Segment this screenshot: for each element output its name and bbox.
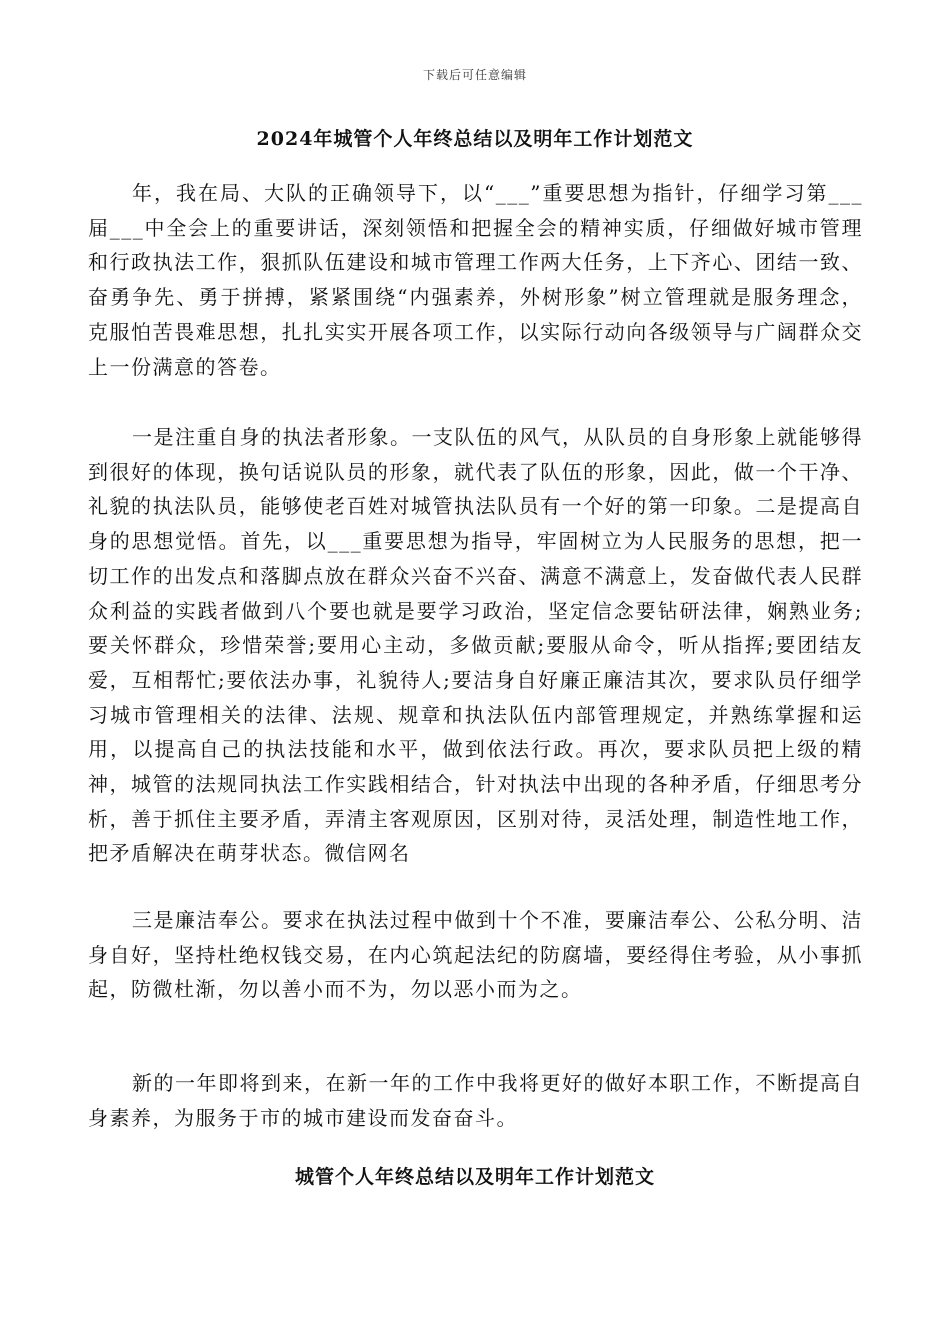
next-section-title: 城管个人年终总结以及明年工作计划范文 — [294, 1166, 655, 1188]
header-note: 下载后可任意编辑 — [422, 68, 527, 82]
paragraph-new-year: 新的一年即将到来，在新一年的工作中我将更好的做好本职工作，不断提高自身素养，为服务于市的城市建设而发奋奋斗。 — [88, 1071, 863, 1130]
paragraph-intro: 年，我在局、大队的正确领导下，以“___”重要思想为指针，仔细学习第___届___中全会上的重要讲话，深刻领悟和把握全会的精神实质，仔细做好城市管理和行政执法工作，狠抓队伍建设和城市管理工作两大任务，上下齐心、团结一致、奋勇争先、勇于拼搏，紧紧围绕“内强素养，外树形象”树立管理就是服务理念，克服怕苦畏难思想，扎扎实实开展各项工作，以实际行动向各级领导与广阔群众交上一份满意的答卷。 — [88, 181, 863, 379]
paragraph-integrity: 三是廉洁奉公。要求在执法过程中做到十个不准，要廉洁奉公、公私分明、洁身自好，坚持杜绝权钱交易，在内心筑起法纪的防腐墙，要经得住考验，从小事抓起，防微杜渐，勿以善小而不为，勿以恶小而为之。 — [88, 908, 863, 1002]
document-title: 2024年城管个人年终总结以及明年工作计划范文 — [256, 128, 694, 150]
paragraph-image-and-thinking: 一是注重自身的执法者形象。一支队伍的风气，从队员的自身形象上就能够得到很好的体现，换句话说队员的形象，就代表了队伍的形象，因此，做一个干净、礼貌的执法队员，能够使老百姓对城管执法队员有一个好的第一印象。二是提高自身的思想觉悟。首先，以___重要思想为指导，牢固树立为人民服务的思想，把一切工作的出发点和落脚点放在群众兴奋不兴奋、满意不满意上，发奋做代表人民群众利益的实践者做到八个要也就是要学习政治，坚定信念要钻研法律，娴熟业务;要关怀群众，珍惜荣誉;要用心主动，多做贡献;要服从命令，听从指挥;要团结友爱，互相帮忙;要依法办事，礼貌待人;要洁身自好廉正廉洁其次，要求队员仔细学习城市管理相关的法律、法规、规章和执法队伍内部管理规定，并熟练掌握和运用，以提高自己的执法技能和水平，做到依法行政。再次，要求队员把上级的精神，城管的法规同执法工作实践相结合，针对执法中出现的各种矛盾，仔细思考分析，善于抓住主要矛盾，弄清主客观原因，区别对待，灵活处理，制造性地工作，把矛盾解决在萌芽状态。微信网名 — [88, 425, 863, 866]
